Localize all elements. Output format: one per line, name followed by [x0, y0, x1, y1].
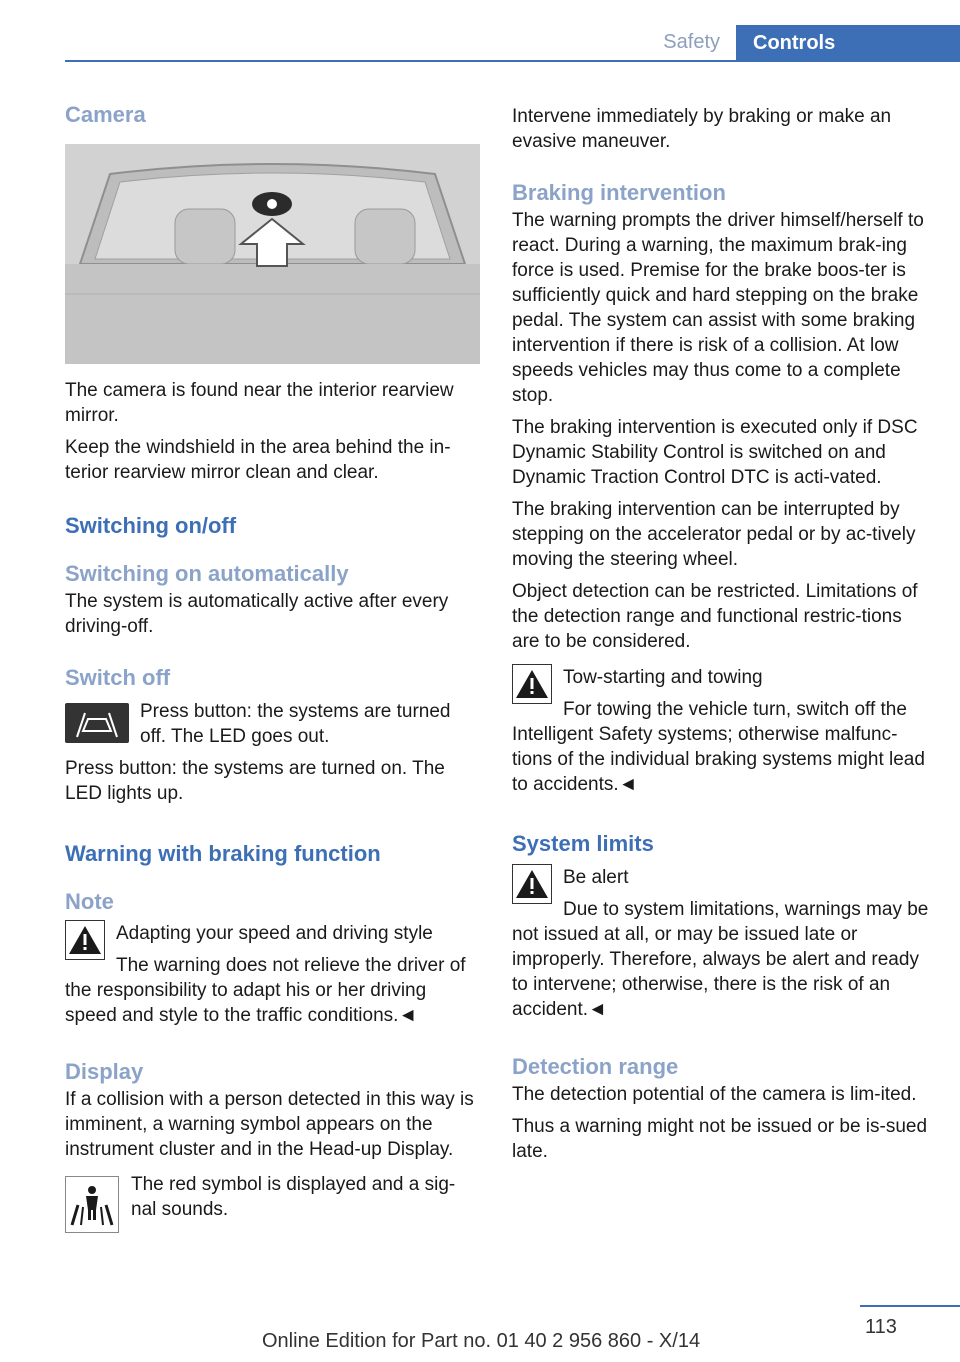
- braking-heading: Braking intervention: [512, 180, 726, 205]
- braking-paragraph-2: The braking intervention is executed only if DSC Dynamic Stability Control is switched on and Dynamic Traction Control DTC is acti-vated.: [512, 417, 918, 488]
- towing-title: Tow-starting and towing: [563, 667, 763, 688]
- camera-paragraph-1: The camera is found near the interior rearview mirror.: [65, 380, 454, 426]
- right-column: [512, 100, 930, 1164]
- warning-heading: Warning with braking function: [65, 841, 381, 866]
- warning-triangle-icon: [65, 920, 105, 960]
- auto-heading: Switching on automatically: [65, 561, 349, 586]
- switch-off-block: [65, 699, 477, 749]
- note-body: The warning does not relieve the driver of the responsibility to adapt his or her driving speed and style to the traffic conditions.◄: [65, 955, 466, 1026]
- switch-off-heading: Switch off: [65, 665, 171, 690]
- page-header: [65, 25, 960, 62]
- header-chapter: Controls: [736, 25, 960, 62]
- range-paragraph-1: The detection potential of the camera is lim-ited.: [512, 1084, 917, 1105]
- page-number: 113: [865, 1316, 897, 1338]
- system-limits-heading: System limits: [512, 831, 654, 856]
- warning-triangle-icon: [512, 664, 552, 704]
- footer-rule: [860, 1305, 960, 1307]
- note-title: Adapting your speed and driving style: [116, 923, 433, 944]
- display-paragraph: If a collision with a person detected in this way is imminent, a warning symbol appears on the instrument cluster and in the Head-up Display.: [65, 1089, 474, 1160]
- edition-note: Online Edition for Part no. 01 40 2 956 860 - X/14: [262, 1330, 701, 1352]
- display-icon-text: The red symbol is displayed and a sig-nal sounds.: [131, 1174, 456, 1220]
- safety-button-icon: [65, 703, 129, 743]
- switching-heading: Switching on/off: [65, 513, 237, 538]
- switch-on-paragraph: Press button: the systems are turned on. The LED lights up.: [65, 758, 445, 804]
- alert-body: Due to system limitations, warnings may be not issued at all, or may be issued late or improperly. Therefore, always be alert and ready to intervene; otherwise, there is the risk of an accident.◄: [512, 899, 929, 1020]
- camera-heading: Camera: [65, 102, 146, 127]
- alert-title: Be alert: [563, 867, 629, 888]
- braking-paragraph-1: The warning prompts the driver himself/herself to react. During a warning, the maximum brak-ing force is used. Premise for the brake boos-ter is sufficiently quick and hard stepping on the brake pedal. The system can assist with some braking intervention if there is risk of a collision. At low speeds vehicles may thus come to a complete stop.: [512, 210, 924, 406]
- camera-paragraph-2: Keep the windshield in the area behind the in-terior rearview mirror clean and clear.: [65, 437, 451, 483]
- person-warning-icon: [65, 1176, 119, 1233]
- braking-paragraph-4: Object detection can be restricted. Limitations of the detection range and functional restric-tions are to be considered.: [512, 581, 918, 652]
- switch-off-icon-text: Press button: the systems are turned off. The LED goes out.: [140, 701, 451, 747]
- intro-paragraph: Intervene immediately by braking or make an evasive maneuver.: [512, 106, 892, 152]
- note-block: [65, 921, 477, 1028]
- camera-location-photo: [65, 144, 480, 364]
- alert-block: [512, 865, 930, 1022]
- warning-triangle-icon: [512, 864, 552, 904]
- range-paragraph-2: Thus a warning might not be issued or be is-sued late.: [512, 1116, 928, 1162]
- detection-range-heading: Detection range: [512, 1054, 679, 1079]
- header-section: Safety: [663, 31, 720, 53]
- note-heading: Note: [65, 889, 114, 914]
- towing-body: For towing the vehicle turn, switch off the Intelligent Safety systems; otherwise malfunc-tions of the individual braking systems might lead to accidents.◄: [512, 699, 925, 795]
- left-column: [65, 100, 477, 1232]
- display-heading: Display: [65, 1059, 144, 1084]
- display-block: [65, 1172, 477, 1232]
- auto-paragraph: The system is automatically active after every driving-off.: [65, 591, 449, 637]
- towing-block: [512, 665, 930, 797]
- braking-paragraph-3: The braking intervention can be interrupted by stepping on the accelerator pedal or by ac-tively moving the steering wheel.: [512, 499, 916, 570]
